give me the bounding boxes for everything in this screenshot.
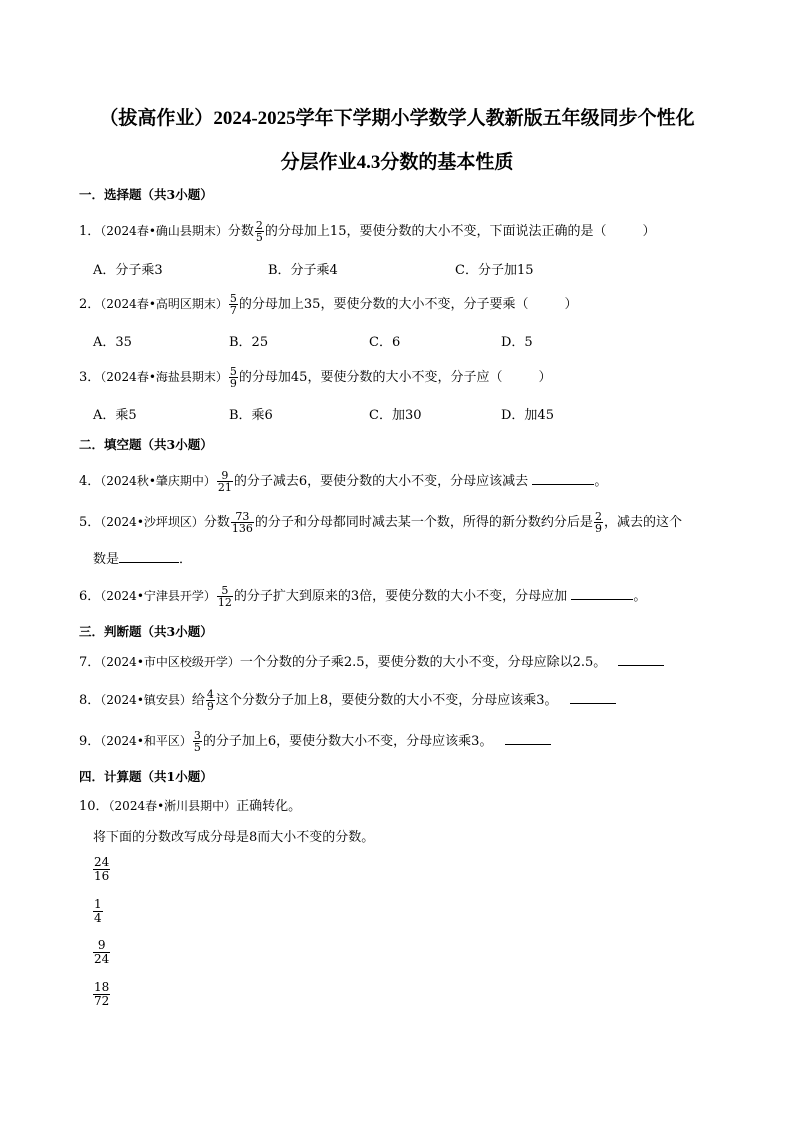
numerator: 5 — [229, 292, 237, 305]
option-a[interactable]: A．乘5 — [93, 408, 137, 423]
answer-blank[interactable] — [532, 470, 594, 485]
option-a[interactable]: A．35 — [93, 335, 132, 350]
question-text: 的分子和分母都同时减去某一个数，所得的新分数约分后是 — [254, 515, 593, 530]
fraction — [594, 511, 603, 534]
page-title-line-2: 分层作业4.3分数的基本性质 — [280, 152, 514, 173]
question-source: （2024•和平区） — [100, 734, 192, 748]
question-text: 分数 — [203, 515, 230, 530]
denominator: 16 — [94, 869, 110, 883]
question-7 — [79, 651, 664, 673]
question-10-instruction: 将下面的分数改写成分母是8而大小不变的分数。 — [93, 830, 375, 845]
question-source: （2024•镇安县） — [100, 693, 192, 707]
question-text: 的分子减去6，要使分数的大小不变，分母应该减去 — [233, 474, 529, 489]
question-1 — [79, 220, 655, 243]
paren-close: ） — [564, 297, 578, 312]
answer-blank[interactable] — [119, 548, 179, 563]
question-source: （2024•沙坪坝区） — [100, 515, 204, 529]
question-2 — [79, 293, 577, 316]
denominator: 21 — [217, 481, 232, 494]
denominator: 9 — [206, 700, 214, 713]
option-b[interactable]: B．分子乘4 — [268, 263, 338, 278]
numerator: 5 — [229, 365, 237, 378]
numerator: 1 — [94, 897, 102, 911]
question-text: 的分母加上15，要使分数的大小不变，下面说法正确的是（ — [264, 224, 607, 239]
question-text: 分数 — [227, 224, 254, 239]
question-number: 6． — [79, 589, 101, 604]
numerator: 73 — [235, 510, 250, 523]
question-number: 3． — [79, 370, 101, 385]
numerator: 9 — [221, 469, 229, 482]
question-number: 9． — [79, 734, 101, 749]
denominator: 7 — [229, 304, 237, 317]
question-text: 给 — [191, 693, 205, 708]
answer-blank[interactable] — [570, 689, 616, 704]
question-3 — [79, 366, 551, 389]
denominator: 4 — [94, 911, 102, 925]
denominator: 5 — [255, 231, 263, 244]
section-heading-judge: 三．判断题（共3小题） — [79, 624, 213, 639]
calc-fraction — [93, 898, 103, 925]
numerator: 24 — [94, 855, 110, 869]
numerator: 2 — [594, 510, 602, 523]
option-a[interactable]: A．分子乘3 — [93, 263, 163, 278]
fraction — [217, 585, 233, 608]
question-text: 的分子加上6，要使分数大小不变，分母应该乘3。 — [202, 734, 493, 749]
page-title-line-1: （拔高作业）2024-2025学年下学期小学数学人教新版五年级同步个性化 — [99, 108, 695, 129]
question-number: 10． — [79, 799, 109, 814]
denominator: 136 — [231, 522, 253, 535]
denominator: 24 — [94, 952, 110, 966]
denominator: 12 — [217, 596, 232, 609]
option-c[interactable]: C．分子加15 — [455, 263, 534, 278]
question-end: 。 — [594, 474, 608, 489]
question-number: 4． — [79, 474, 101, 489]
section-heading-choice: 一．选择题（共3小题） — [79, 187, 213, 202]
paren-close: ） — [642, 224, 656, 239]
answer-blank[interactable] — [618, 651, 664, 666]
denominator: 9 — [229, 377, 237, 390]
question-number: 7． — [79, 655, 101, 670]
question-10 — [79, 796, 301, 817]
section-heading-calc: 四．计算题（共1小题） — [79, 769, 213, 784]
fraction — [229, 293, 238, 316]
numerator: 5 — [221, 584, 229, 597]
question-text: 一个分数的分子乘2.5，要使分数的大小不变，分母应除以2.5。 — [239, 655, 607, 670]
question-source: （2024•宁津县开学） — [100, 589, 216, 603]
question-9 — [79, 730, 551, 753]
option-c[interactable]: C．加30 — [369, 408, 422, 423]
numerator: 9 — [97, 938, 106, 952]
question-source: （2024春•高明区期末） — [100, 297, 228, 311]
question-number: 1． — [79, 224, 101, 239]
numerator: 2 — [255, 219, 263, 232]
question-text: 的分母加上35，要使分数的大小不变，分子要乘（ — [238, 297, 529, 312]
question-6 — [79, 585, 646, 608]
fraction — [206, 689, 215, 712]
denominator: 5 — [193, 741, 201, 754]
question-text: 这个分数分子加上8，要使分数的大小不变，分母应该乘3。 — [215, 693, 558, 708]
answer-blank[interactable] — [571, 585, 633, 600]
answer-blank[interactable] — [505, 730, 551, 745]
option-b[interactable]: B．25 — [229, 335, 269, 350]
question-number: 5． — [79, 515, 101, 530]
fraction — [255, 220, 264, 243]
question-source: （2024春•淅川县期中） — [108, 799, 237, 813]
fraction — [193, 730, 202, 753]
question-source: （2024秋•肇庆期中） — [100, 474, 216, 488]
calc-fraction — [93, 981, 110, 1008]
question-number: 2． — [79, 297, 101, 312]
question-text: 的分子扩大到原来的3倍，要使分数的大小不变，分母应加 — [233, 589, 568, 604]
question-end: 。 — [633, 589, 647, 604]
calc-fraction — [93, 939, 110, 966]
question-source: （2024•市中区校级开学） — [100, 655, 240, 669]
option-d[interactable]: D．5 — [501, 335, 533, 350]
question-text: 正确转化。 — [236, 799, 302, 814]
question-text: 数是 — [93, 552, 120, 567]
numerator: 18 — [94, 980, 110, 994]
question-end: ． — [179, 552, 193, 567]
fraction — [217, 470, 233, 493]
denominator: 72 — [94, 994, 110, 1008]
calc-fraction — [93, 856, 110, 883]
option-c[interactable]: C．6 — [369, 335, 401, 350]
section-heading-fill: 二．填空题（共3小题） — [79, 437, 213, 452]
option-d[interactable]: D．加45 — [501, 408, 554, 423]
denominator: 9 — [594, 522, 602, 535]
option-b[interactable]: B．乘6 — [229, 408, 273, 423]
question-8 — [79, 689, 616, 712]
question-4 — [79, 470, 607, 493]
fraction — [229, 366, 238, 389]
numerator: 3 — [193, 729, 201, 742]
question-5 — [79, 511, 682, 534]
question-number: 8． — [79, 693, 101, 708]
paren-close: ） — [538, 370, 552, 385]
fraction — [231, 511, 254, 534]
question-5-continued — [93, 548, 192, 570]
question-source: （2024春•海盐县期末） — [100, 370, 228, 384]
question-source: （2024春•确山县期末） — [100, 224, 228, 238]
numerator: 4 — [206, 688, 214, 701]
question-text: ，减去的这个 — [603, 515, 682, 530]
question-text: 的分母加45，要使分数的大小不变，分子应（ — [238, 370, 503, 385]
